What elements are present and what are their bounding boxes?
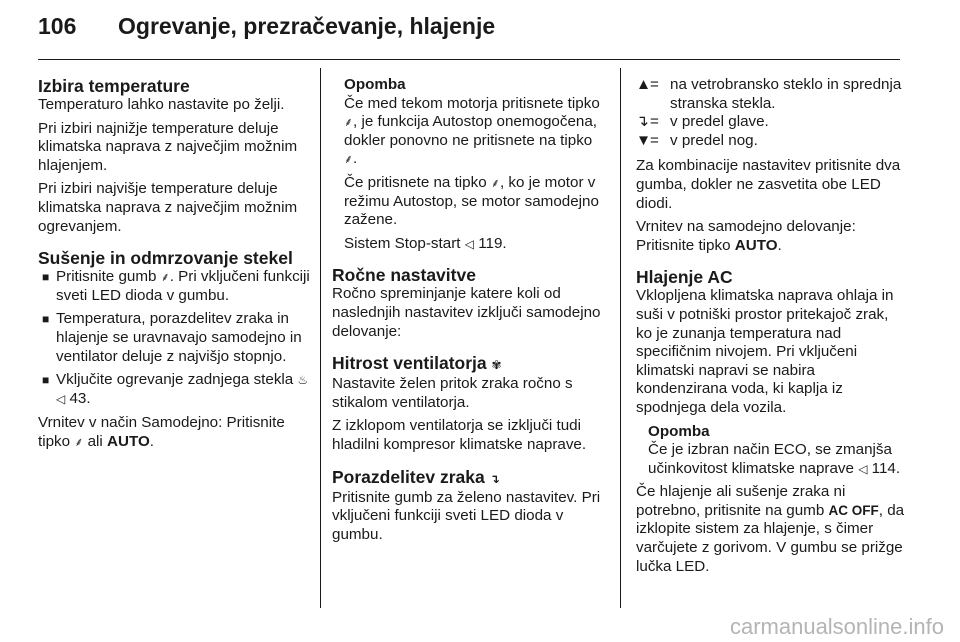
- heading-temperature: Izbira temperature: [38, 76, 190, 96]
- note-para: [344, 95, 608, 169]
- defrost-button-icon: ⸙: [490, 175, 500, 190]
- text: ali: [87, 432, 103, 450]
- column-middle: [332, 76, 608, 549]
- text: , je funkcija Autostop onemogočena, dokler ponovno ne pritisnete na tipko: [344, 113, 598, 149]
- page-ref-icon: ◁: [464, 236, 474, 251]
- heading-defrost: Sušenje in odmrzovanje stekel: [38, 248, 293, 269]
- para-min-temp: Pri izbiri najnižje temperature deluje klimatska naprava z največjim možnim hlajenjem.: [38, 119, 298, 174]
- bullet-icon: ■: [42, 312, 50, 327]
- column-left: [38, 76, 310, 457]
- text: Če je izbran način ECO, se zmanjša učinkovitost klimatske naprave: [648, 441, 892, 477]
- ac-off-label: AC OFF: [828, 502, 879, 518]
- text: .: [353, 150, 358, 168]
- legend-row: [636, 76, 906, 113]
- text: Vrnitev v način Samodejno: Pritisnite tipko: [38, 414, 285, 450]
- text: .: [777, 236, 782, 254]
- text: Sistem Stop-start: [344, 234, 461, 252]
- text: Če hlajenje ali sušenje zraka ni potrebno, pritisnite na gumb: [636, 483, 846, 519]
- note-para: [344, 235, 608, 254]
- para-temperature: Temperaturo lahko nastavite po želji.: [38, 96, 285, 113]
- para-combination: Za kombinacije nastavitev pritisnite dva gumba, dokler ne zasvetita obe LED diodi.: [636, 157, 901, 212]
- list-item: [38, 268, 310, 305]
- page-ref-icon: ◁: [858, 461, 868, 476]
- page-ref-icon: ◁: [56, 391, 66, 406]
- text: .: [149, 432, 155, 450]
- equals: =: [650, 76, 659, 93]
- para-manual: Ročno spreminjanje katere koli od naslednjih nastavitev izključi samodejno delovanje:: [332, 285, 601, 340]
- equals: =: [650, 131, 659, 149]
- heading-fan-speed: [332, 353, 608, 375]
- para-fan2: Z izklopom ventilatorja se izključi tudi hladilni kompresor klimatske naprave.: [332, 417, 587, 453]
- defrost-button-icon: ⸙: [160, 270, 170, 285]
- page-ref: 114.: [871, 459, 901, 477]
- para-fan1: Nastavite želen pritok zraka ročno s stikalom ventilatorja.: [332, 375, 573, 411]
- distribution-legend: [636, 76, 906, 150]
- text: Če pritisnete na tipko: [344, 173, 487, 191]
- equals: =: [650, 113, 659, 131]
- text: . Pri vključeni funkciji sveti LED dioda v gumbu.: [56, 268, 310, 304]
- page-ref: 43.: [69, 389, 91, 407]
- header-rule: [38, 59, 900, 60]
- defrost-button-icon: ⸙: [74, 434, 84, 449]
- bullet-icon: ■: [42, 270, 50, 285]
- defrost-button-icon: ⸙: [344, 152, 354, 167]
- legend-text: v predel nog.: [670, 131, 758, 149]
- para-air-distribution: Pritisnite gumb za želeno nastavitev. Pri vključeni funkciji sveti LED dioda v gumbu.: [332, 488, 601, 543]
- note-para: [648, 441, 906, 478]
- legend-text: v predel glave.: [670, 113, 769, 131]
- list-item: [38, 371, 310, 408]
- bullet-icon: ■: [42, 373, 50, 388]
- text: Pritisnite gumb: [56, 268, 157, 286]
- watermark: carmanualsonline.info: [729, 614, 944, 639]
- heading-manual: Ročne nastavitve: [332, 265, 476, 286]
- note-stopstart: [332, 76, 608, 253]
- legend-row: [636, 113, 906, 132]
- para-ac-off: [636, 483, 906, 576]
- heading-air-distribution: [332, 467, 608, 489]
- defrost-list: [38, 268, 310, 408]
- para-max-temp: Pri izbiri najvišje temperature deluje klimatska naprava z največjim možnim ogrevanjem.: [38, 180, 298, 235]
- text: , da izklopite sistem za hlajenje, s čimer varčujete z gorivom. V gumbu se prižge lučka LED.: [636, 501, 905, 575]
- legend-row: [636, 132, 906, 151]
- text: Temperatura, porazdelitev zraka in hlajenje se uravnavajo samodejno in ventilator deluje z najvišjo stopnjo.: [56, 310, 302, 365]
- list-item: [38, 310, 310, 366]
- auto-label: AUTO: [734, 236, 778, 254]
- column-divider-1: [320, 68, 321, 608]
- text: Vrnitev na samodejno delovanje: Pritisnite tipko: [636, 218, 856, 254]
- air-distribution-icon: ↴: [489, 471, 500, 486]
- auto-label: AUTO: [107, 432, 150, 450]
- windscreen-icon: ▲: [636, 76, 652, 93]
- heading-ac-cooling: Hlajenje AC: [636, 267, 733, 288]
- head-vent-icon: ↴: [636, 113, 649, 131]
- fan-icon: ✾: [491, 358, 502, 373]
- column-divider-2: [620, 68, 621, 608]
- footwell-icon: ▼: [636, 131, 652, 149]
- column-right: [636, 76, 906, 581]
- note-para: [344, 174, 608, 230]
- para-auto-return: [636, 218, 906, 255]
- rear-heating-icon: ♨: [297, 373, 309, 388]
- note-eco: [636, 423, 906, 479]
- note-title: Opomba: [344, 76, 406, 93]
- para-auto-return: [38, 414, 310, 451]
- text: Porazdelitev zraka: [332, 466, 485, 487]
- text: Vključite ogrevanje zadnjega stekla: [56, 371, 294, 389]
- para-ac: Vklopljena klimatska naprava ohlaja in suši v potniški prostor pritekajoč zrak, ko je zunanja temperatura nad specifičnim nivojem. Pri vključeni klimatski napravi se nabira kondenzirana voda, ki kaplja iz spodnjega dela vozila.: [636, 287, 894, 416]
- text: , ko je motor v režimu Autostop, se motor samodejno zažene.: [344, 173, 599, 229]
- page-number: 106: [38, 13, 77, 39]
- text: Hitrost ventilatorja: [332, 353, 487, 374]
- page-title: Ogrevanje, prezračevanje, hlajenje: [118, 13, 496, 39]
- page-ref: 119.: [478, 234, 507, 252]
- note-title: Opomba: [648, 422, 710, 440]
- defrost-button-icon: ⸙: [344, 115, 354, 130]
- text: Če med tekom motorja pritisnete tipko: [344, 94, 600, 112]
- legend-text: na vetrobransko steklo in sprednja stranska stekla.: [670, 76, 902, 112]
